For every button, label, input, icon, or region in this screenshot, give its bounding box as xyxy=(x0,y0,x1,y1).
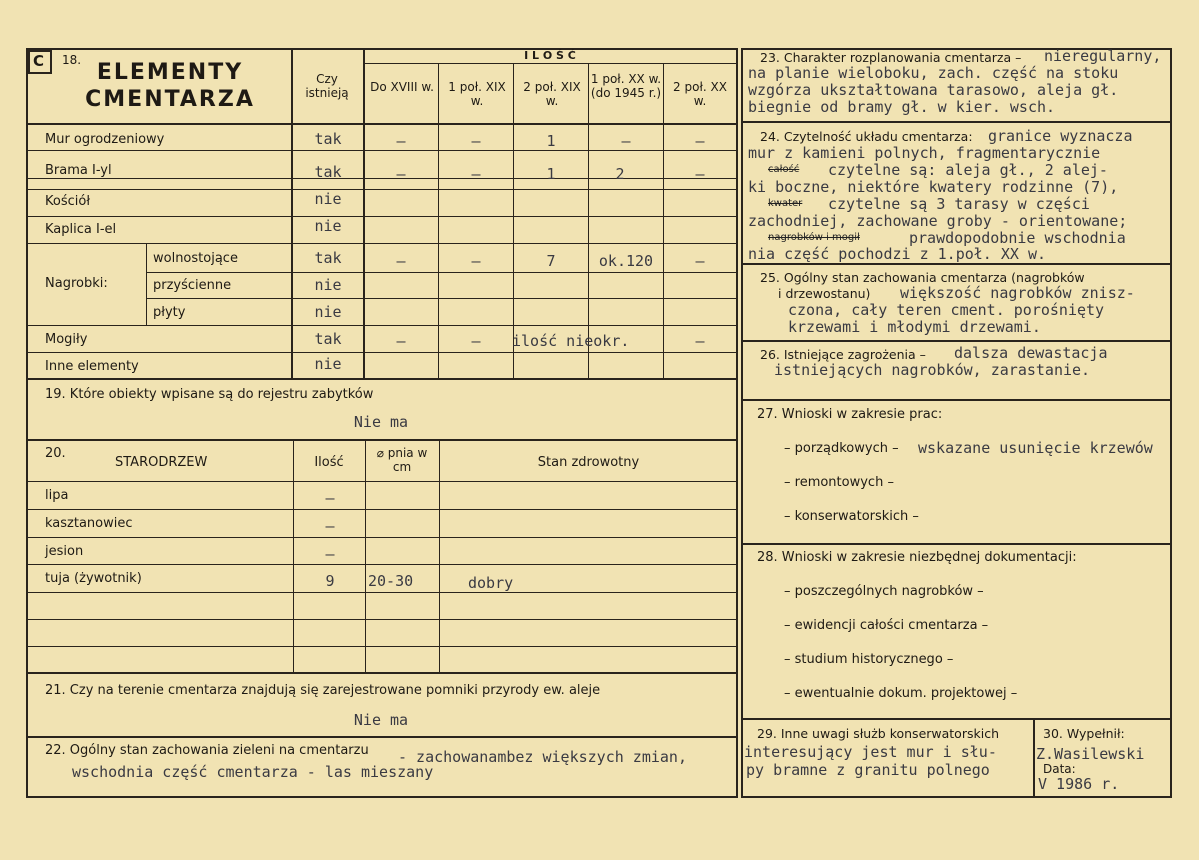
element-label-brama: Brama I-yl xyxy=(45,163,112,178)
tree-ilosc-tuja: 9 xyxy=(325,572,335,590)
value-brama-0: – xyxy=(396,165,406,183)
s24-line-7: nia część pochodzi z 1.poł. XX w. xyxy=(748,245,1047,263)
s19-value: Nie ma xyxy=(353,413,409,431)
value-wolno-3: ok.120 xyxy=(598,252,654,270)
s26-label: 26. Istniejące zagrożenia – xyxy=(760,347,926,362)
s25-label-2: i drzewostanu) xyxy=(778,286,871,301)
tree-ilosc-kasztanowiec: – xyxy=(325,517,335,535)
tree-ilosc-jesion: – xyxy=(325,545,335,563)
period-header-1: 1 poł. XIX w. xyxy=(448,80,506,108)
value-mogily-0: – xyxy=(396,332,406,350)
section-18-number: 18. xyxy=(62,53,82,67)
s22-label: 22. Ogólny stan zachowania zieleni na cmentarzu xyxy=(45,743,369,758)
value-mur-4: – xyxy=(695,132,705,150)
element-label-wolnostojace: wolnostojące xyxy=(153,251,238,266)
s23-line-3: biegnie od bramy gł. w kier. wsch. xyxy=(748,98,1056,116)
s24-line-2: czytelne są: aleja gł., 2 alej- xyxy=(828,161,1108,179)
value-mur-2: 1 xyxy=(546,132,556,150)
s28-item-1: – ewidencji całości cmentarza – xyxy=(784,618,989,633)
period-header-0: Do XVIII w. xyxy=(370,80,434,94)
s24-struck-1: kwater xyxy=(768,198,803,209)
value-brama-1: – xyxy=(471,165,481,183)
s25-label-1: 25. Ogólny stan zachowania cmentarza (nagrobków xyxy=(760,270,1085,285)
s20-col-stan: Stan zdrowotny xyxy=(537,455,640,470)
tree-ilosc-lipa: – xyxy=(325,489,335,507)
section-letter: C xyxy=(33,52,45,70)
s22-value-line2: wschodnia część cmentarza - las mieszany xyxy=(72,763,434,781)
value-mogily-4: – xyxy=(695,332,705,350)
s24-line-3: ki boczne, niektóre kwatery rodzinne (7), xyxy=(748,178,1119,196)
value-brama-3: 2 xyxy=(615,165,625,183)
element-label-kosciol: Kościół xyxy=(45,194,91,209)
tree-name-tuja: tuja (żywotnik) xyxy=(45,571,142,586)
s29-line-0: interesujący jest mur i słu- xyxy=(744,743,997,761)
tree-name-jesion: jesion xyxy=(45,544,84,559)
element-label-plyty: płyty xyxy=(153,305,186,320)
s23-line-1: na planie wieloboku, zach. część na stoku xyxy=(748,64,1119,82)
period-header-4: 2 poł. XX w. xyxy=(673,80,727,108)
element-label-przyscienne: przyścienne xyxy=(153,278,232,293)
period-header-3: 1 poł. XX w. (do 1945 r.) xyxy=(590,72,662,100)
value-mur-0: – xyxy=(396,132,406,150)
element-label-kaplica: Kaplica I-el xyxy=(45,222,117,237)
s21-label: 21. Czy na terenie cmentarza znajdują się zarejestrowane pomniki przyrody ew. aleje xyxy=(45,683,601,698)
s25-line-2: krzewami i młodymi drzewami. xyxy=(788,318,1041,336)
s23-line-2: wzgórza ukształtowana tarasowo, aleja gł. xyxy=(748,81,1119,99)
title-line-2: CMENTARZA xyxy=(85,87,255,112)
title-line-1: ELEMENTY xyxy=(96,60,244,85)
s24-line-6: prawdopodobnie wschodnia xyxy=(909,229,1126,247)
s28-item-2: – studium historycznego – xyxy=(784,652,954,667)
value-brama-4: – xyxy=(695,165,705,183)
value-wolno-2: 7 xyxy=(546,252,556,270)
exists-kosciol: nie xyxy=(314,190,342,208)
s20-col-pnia: ⌀ pnia w cm xyxy=(376,446,428,474)
exists-kaplica: nie xyxy=(314,217,342,235)
tree-pnia-tuja: 20-30 xyxy=(368,572,414,590)
s21-value: Nie ma xyxy=(353,711,409,729)
s24-struck-2: nagrobków i mogił xyxy=(768,232,860,243)
value-mogily-2: ilość nieokr. xyxy=(512,332,630,350)
tree-stan-tuja: dobry xyxy=(468,574,514,592)
tree-name-lipa: lipa xyxy=(45,488,69,503)
s25-line-0: większość nagrobków znisz- xyxy=(900,284,1135,302)
s24-line-1: mur z kamieni polnych, fragmentarycznie xyxy=(748,144,1101,162)
s19-label: 19. Które obiekty wpisane są do rejestru zabytków xyxy=(45,387,374,402)
element-label-mur: Mur ogrodzeniowy xyxy=(45,132,165,147)
s24-struck-0: całość xyxy=(768,164,800,175)
s30-name: Z.Wasilewski xyxy=(1036,745,1145,763)
period-header-2: 2 poł. XIX w. xyxy=(523,80,581,108)
s25-line-1: czona, cały teren cment. porośnięty xyxy=(788,301,1105,319)
element-label-mogily: Mogiły xyxy=(45,332,88,347)
s26-line-1: istniejących nagrobków, zarastanie. xyxy=(774,361,1091,379)
s23-line-0: nieregularny, xyxy=(1044,47,1162,65)
s26-line-0: dalsza dewastacja xyxy=(954,344,1108,362)
value-wolno-1: – xyxy=(471,252,481,270)
s22-value-line1: - zachowanambez większych zmian, xyxy=(398,748,687,766)
s24-line-0: granice wyznacza xyxy=(988,127,1133,145)
s20-col-ilosc: Ilość xyxy=(314,455,344,470)
exists-przyscienne: nie xyxy=(314,276,342,294)
exists-inne: nie xyxy=(314,355,342,373)
s27-item-2-label: – konserwatorskich – xyxy=(784,509,919,524)
s24-line-4: czytelne są 3 tarasy w części xyxy=(828,195,1090,213)
exists-mur: tak xyxy=(314,130,342,148)
s28-item-0: – poszczególnych nagrobków – xyxy=(784,584,984,599)
value-mur-1: – xyxy=(471,132,481,150)
s20-number: 20. xyxy=(45,446,66,461)
s30-date-label: Data: xyxy=(1043,762,1076,776)
s27-item-0-value: wskazane usunięcie krzewów xyxy=(918,439,1153,457)
tree-name-kasztanowiec: kasztanowiec xyxy=(45,516,133,531)
s24-label: 24. Czytelność układu cmentarza: xyxy=(760,129,973,144)
exists-mogily: tak xyxy=(314,330,342,348)
s23-label: 23. Charakter rozplanowania cmentarza – xyxy=(760,50,1022,65)
s29-label: 29. Inne uwagi służb konserwatorskich xyxy=(757,726,999,741)
value-wolno-0: – xyxy=(396,252,406,270)
value-mur-3: – xyxy=(621,132,631,150)
s27-item-0-label: – porządkowych – xyxy=(784,441,899,456)
value-wolno-4: – xyxy=(695,252,705,270)
s30-label: 30. Wypełnił: xyxy=(1043,726,1125,741)
exists-wolnostojace: tak xyxy=(314,249,342,267)
value-mogily-1: – xyxy=(471,332,481,350)
nagrobki-label: Nagrobki: xyxy=(45,276,108,291)
s29-line-1: py bramne z granitu polnego xyxy=(746,761,990,779)
s28-label: 28. Wnioski w zakresie niezbędnej dokumentacji: xyxy=(757,550,1077,565)
element-label-inne: Inne elementy xyxy=(45,359,139,374)
s24-line-5: zachodniej, zachowane groby - orientowane; xyxy=(748,212,1128,230)
s27-item-1-label: – remontowych – xyxy=(784,475,894,490)
value-brama-2: 1 xyxy=(546,165,556,183)
exists-plyty: nie xyxy=(314,303,342,321)
s28-item-3: – ewentualnie dokum. projektowej – xyxy=(784,686,1018,701)
s30-date: V 1986 r. xyxy=(1038,775,1120,793)
exists-brama: tak xyxy=(314,163,342,181)
s20-header: STARODRZEW xyxy=(115,455,208,470)
s27-label: 27. Wnioski w zakresie prac: xyxy=(757,407,943,422)
ilosc-header: I L O Ś Ć xyxy=(524,49,576,62)
czy-istnieja-header: Czy istnieją xyxy=(305,72,349,100)
